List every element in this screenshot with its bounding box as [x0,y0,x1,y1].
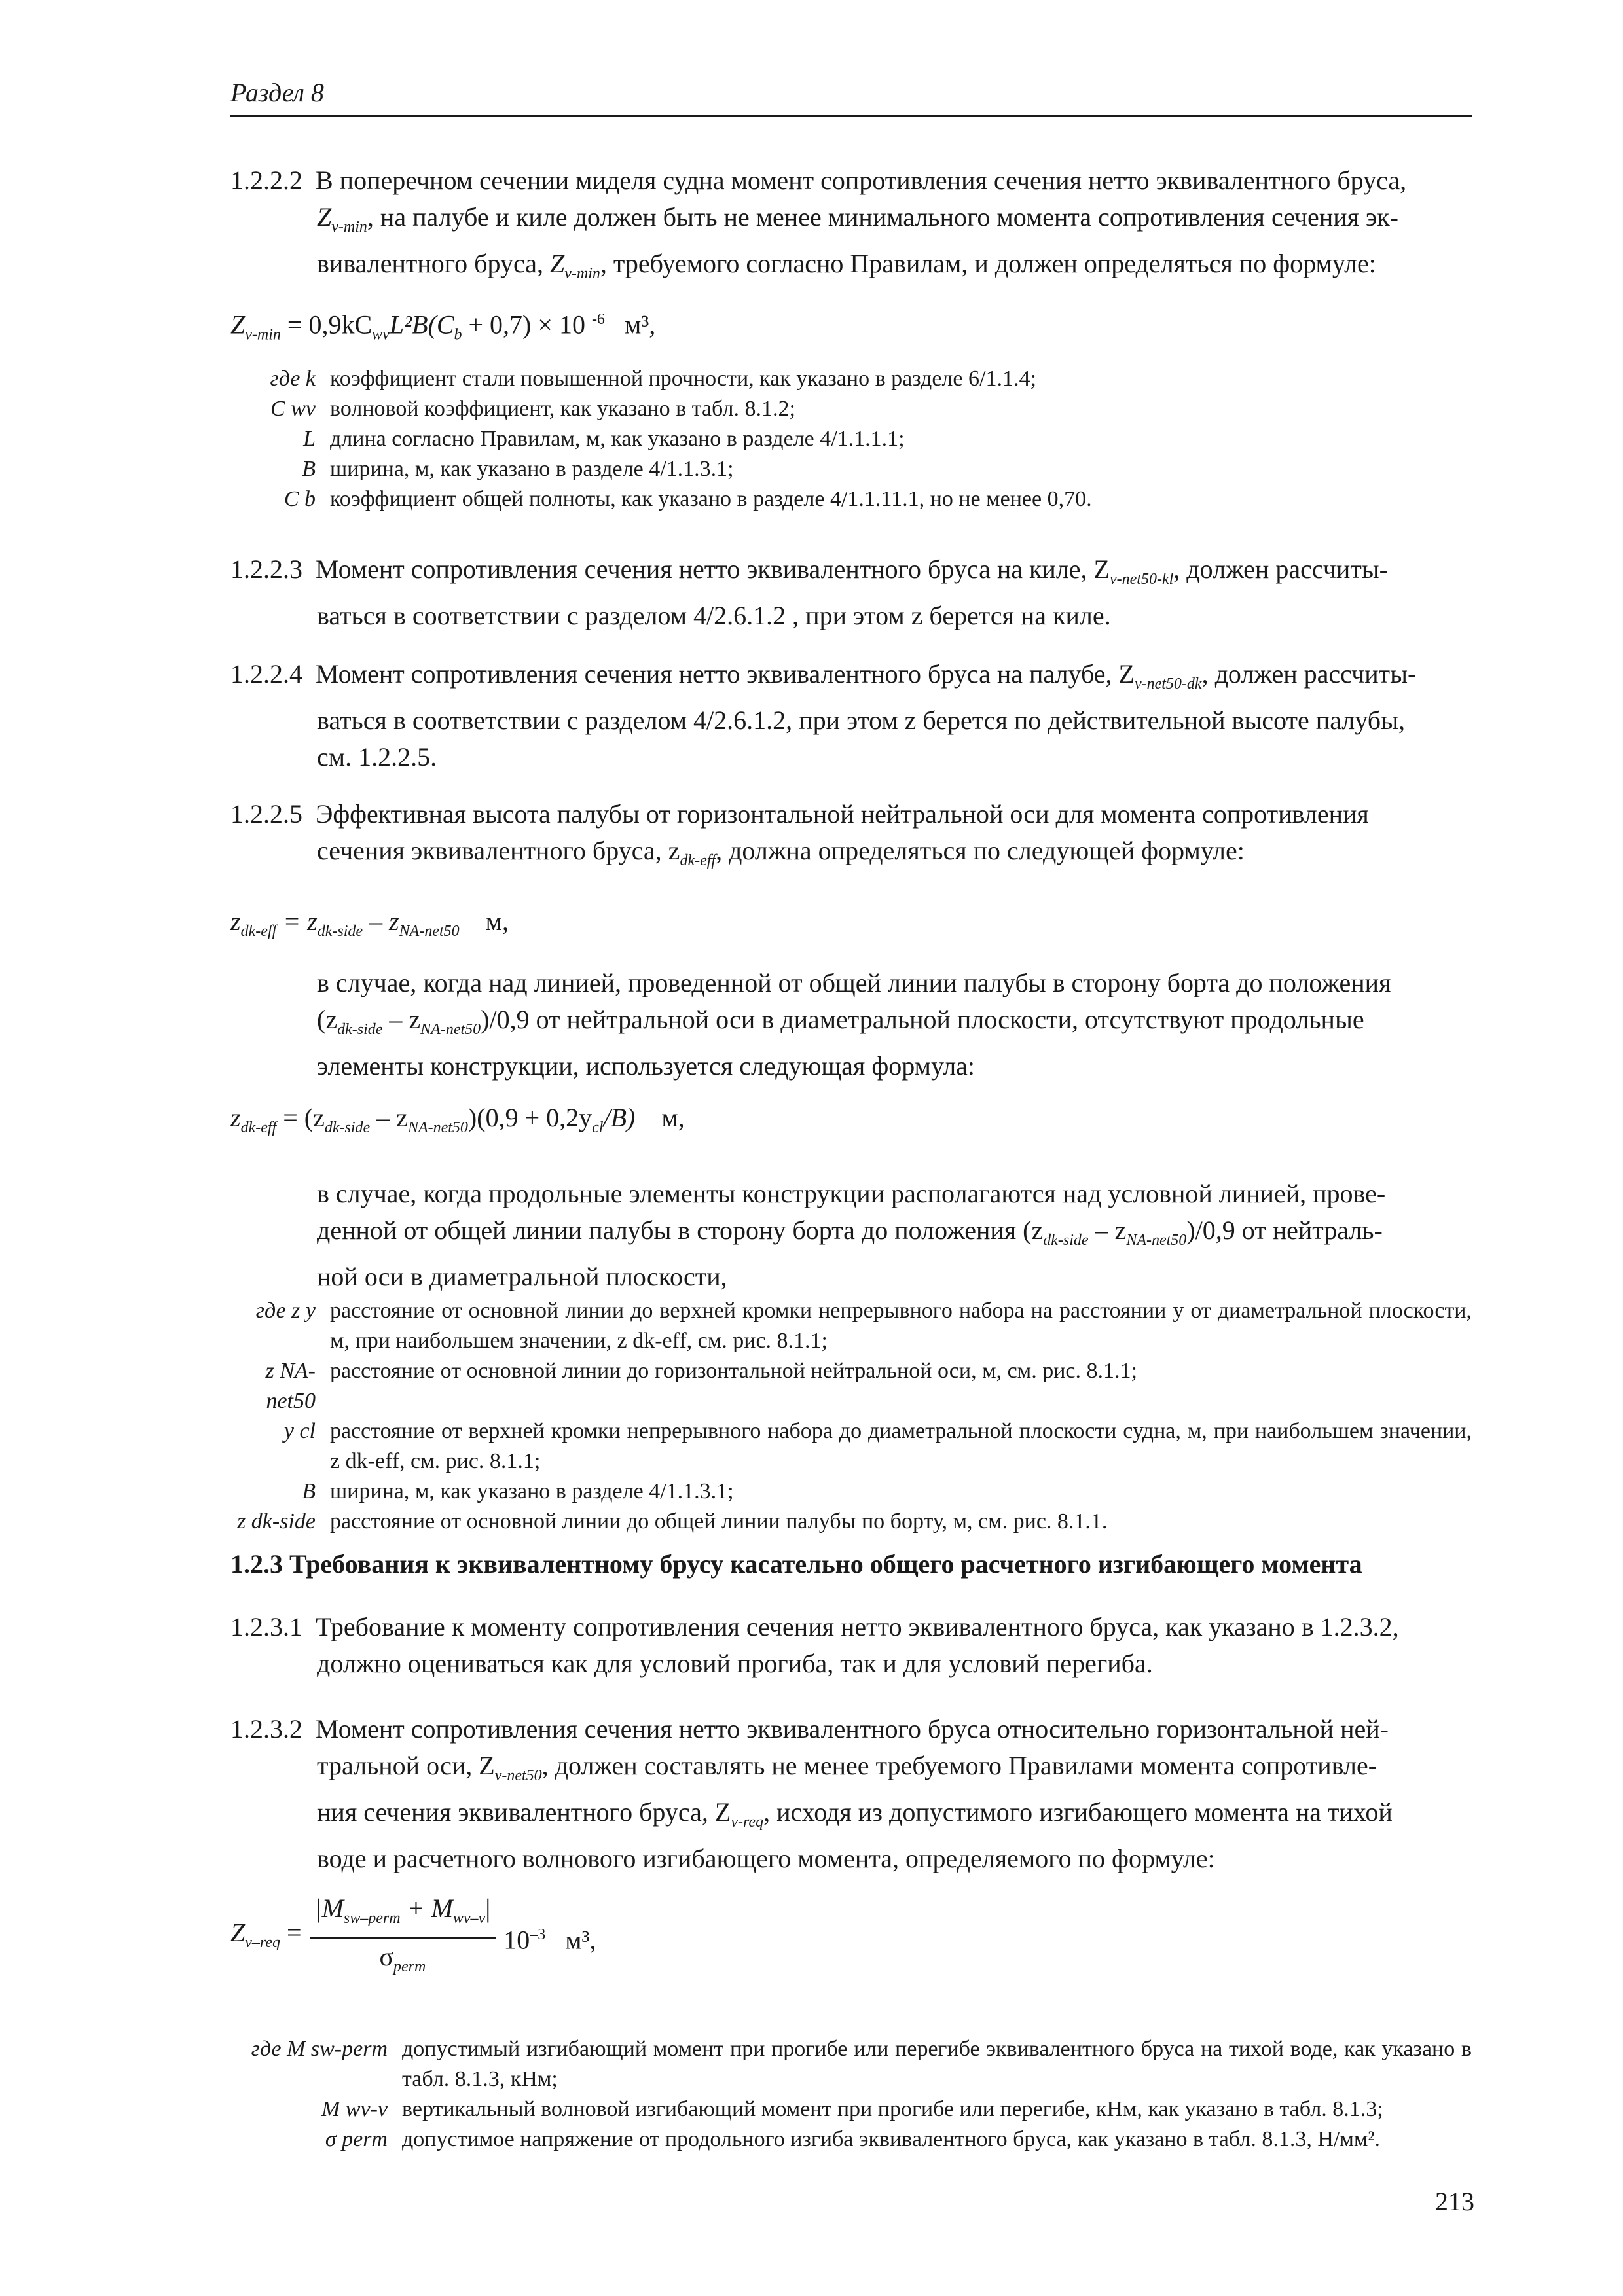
paragraph-text: – z [1088,1215,1127,1245]
definition-symbol: y cl [283,1419,316,1443]
paragraph-text: Момент сопротивления сечения нетто эквивалентного бруса относительно горизонтальной ней- [316,1714,1389,1744]
paragraph-text: , должен составлять не менее требуемого Правилами момента сопротивле- [541,1751,1377,1780]
paragraph-text: тральной оси, Z [317,1751,495,1780]
definition-row [230,2094,1472,2125]
formula-symbol: Z [230,310,246,340]
paragraph-text: , требуемого согласно Правилам, и должен определяться по формуле: [600,249,1376,278]
unit: м, [485,906,509,936]
paragraph-text: вивалентного бруса, [317,249,543,278]
subscript: v-min [245,326,281,344]
definitions-2 [230,1296,1472,1537]
paragraph-text: в случае, когда над линией, проведенной от общей линии палубы в сторону борта до положения [317,968,1391,997]
paragraph-1-2-2-2 [230,162,1472,292]
formula-term: = (z [276,1103,325,1132]
definition-row [230,394,1472,424]
unit: м³, [565,1925,596,1955]
formula-term: | [485,1893,491,1923]
paragraph-text: денной от общей линии палубы в сторону борта до положения (z [317,1215,1044,1245]
subscript: v–req [245,1934,281,1951]
paragraph-text: , должен рассчиты- [1173,554,1388,584]
paragraph-text: , должна определяться по следующей формуле: [716,836,1245,865]
subscript: wv [372,326,390,344]
paragraph-number: 1.2.2.3 [230,554,302,584]
definition-symbol: C wv [270,397,316,421]
formula-term: 10 [503,1925,530,1955]
formula-z-dk-eff-1 [230,903,509,950]
paragraph-1-2-2-5 [230,796,1472,879]
definition-text: расстояние от основной линии до горизонтальной нейтральной оси, м, см. рис. 8.1.1; [330,1359,1137,1383]
definition-row [230,1356,1472,1416]
definition-text: допустимый изгибающий момент при прогибе или перегибе эквивалентного бруса на тихой воде, как указано в табл. 8.1.3, кНм; [402,2037,1472,2091]
definition-text: коэффициент общей полноты, как указано в разделе 4/1.1.11.1, но не менее 0,70. [330,487,1092,511]
subscript: dk-eff [240,923,277,940]
paragraph-text: В поперечном сечении миделя судна момент сопротивления сечения нетто эквивалентного бруса, [316,166,1407,195]
subscript: NA-net50 [407,1119,468,1136]
formula-term: )(0,9 + 0,2y [467,1103,593,1132]
definition-symbol: z NA-net50 [265,1359,316,1413]
subscript: dk-side [317,923,363,940]
paragraph-1-2-2-4 [230,656,1472,776]
formula-term: z [230,906,241,936]
definition-text: вертикальный волновой изгибающий момент при прогибе или перегибе, кНм, как указано в табл. 8.1.3; [402,2097,1383,2121]
definition-row [230,1416,1472,1477]
formula-term: = 0,9kC [287,310,373,340]
subscript: v-net50-kl [1110,571,1174,588]
definition-text: расстояние от верхней кромки непрерывного набора до диаметральной плоскости судна, м, при наибольшем значении, z dk-eff, см. рис. 8.1.1; [330,1419,1472,1473]
unit: м³, [624,310,656,340]
fraction [310,1890,496,1985]
case-2-text [317,1175,1472,1295]
definition-row [230,2034,1472,2094]
definition-row [230,424,1472,454]
definition-text: коэффициент стали повышенной прочности, как указано в разделе 6/1.1.4; [330,367,1036,391]
paragraph-number: 1.2.3.1 [230,1612,302,1641]
subscript: NA-net50 [1126,1232,1187,1249]
paragraph-text: (z [317,1005,338,1034]
formula-term: σ [379,1942,394,1971]
paragraph-text: – z [382,1005,421,1034]
subscript: sw–perm [343,1910,401,1927]
subscript: dk-side [337,1021,383,1038]
subscript: NA-net50 [399,923,460,940]
paragraph-text: , на палубе и киле должен быть не менее минимального момента сопротивления сечения эк- [367,202,1398,232]
subscript: v-net50-dk [1134,675,1202,692]
definition-row [230,364,1472,394]
paragraph-text: должно оцениваться как для условий прогиба, так и для условий перегиба. [317,1649,1153,1678]
formula-term: |M [314,1893,344,1923]
paragraph-text: , должен рассчиты- [1201,659,1417,689]
paragraph-text: ваться в соответствии с разделом 4/2.6.1.2, при этом z берется по действительной высоте палубы, [317,706,1405,735]
definition-row [230,1296,1472,1356]
header-rule [230,115,1472,117]
definition-text: допустимое напряжение от продольного изгиба эквивалентного бруса, как указано в табл. 8.1.3, Н/мм². [402,2127,1381,2151]
definition-symbol: C b [283,487,316,511]
definition-row [230,1477,1472,1507]
page-number: 213 [1435,2187,1474,2216]
formula-term: + M [400,1893,453,1923]
paragraph-text: сечения эквивалентного бруса, z [317,836,680,865]
formula-term: L²B(C [389,310,454,340]
paragraph-text: элементы конструкции, используется следующая формула: [317,1051,976,1081]
definition-row [230,484,1472,514]
definition-text: волновой коэффициент, как указано в табл. 8.1.2; [330,397,795,421]
paragraph-number: 1.2.2.2 [230,166,302,195]
subscript: dk-eff [240,1119,277,1136]
subscript: b [454,326,462,344]
paragraph-text: в случае, когда продольные элементы конструкции располагаются над условной линией, прове- [317,1179,1386,1208]
superscript: -6 [591,311,605,328]
paragraph-text: )/0,9 от нейтраль- [1186,1215,1383,1245]
definition-symbol: где M sw-perm [251,2037,388,2061]
paragraph-text: Эффективная высота палубы от горизонтальной нейтральной оси для момента сопротивления [316,799,1369,829]
paragraph-text: ной оси в диаметральной плоскости, [317,1262,727,1291]
running-header: Раздел 8 [230,78,324,107]
definition-text: ширина, м, как указано в разделе 4/1.1.3.1; [330,457,734,481]
paragraph-text: Момент сопротивления сечения нетто эквивалентного бруса на палубе, Z [316,659,1135,689]
paragraph-text: ния сечения эквивалентного бруса, Z [317,1797,731,1827]
fraction-numerator [310,1890,496,1939]
paragraph-number: 1.2.2.4 [230,659,302,689]
subscript: dk-eff [680,852,716,869]
superscript: –3 [530,1926,546,1944]
formula-term: = [287,1918,302,1947]
formula-term: z [230,1103,241,1132]
definition-symbol: B [302,1479,316,1503]
subscript: wv–v [452,1910,486,1927]
symbol: Z [317,202,332,232]
formula-z-v-req [230,1890,596,1985]
paragraph-1-2-3-1 [230,1609,1472,1682]
paragraph-number: 1.2.2.5 [230,799,302,829]
formula-term: – z [370,1103,408,1132]
formula-term: /B) [603,1103,636,1132]
definition-row [230,454,1472,484]
case-1-text [317,965,1472,1085]
definition-text: расстояние от основной линии до верхней кромки непрерывного набора на расстоянии y от диаметральной плоскости, м, при наибольшем значении, z dk-eff, см. рис. 8.1.1; [330,1299,1472,1353]
paragraph-text: ваться в соответствии с разделом 4/2.6.1.2 , при этом z берется на киле. [317,601,1111,630]
formula-z-dk-eff-2 [230,1100,685,1146]
definition-text: длина согласно Правилам, м, как указано в разделе 4/1.1.1.1; [330,427,905,451]
definition-row [230,1507,1472,1537]
paragraph-text: , исходя из допустимого изгибающего момента на тихой [763,1797,1393,1827]
paragraph-number: 1.2.3.2 [230,1714,302,1744]
subscript: v-net50 [494,1767,542,1784]
definition-symbol: M wv-v [321,2097,388,2121]
definition-symbol: где z y [255,1299,316,1323]
fraction-denominator [310,1939,496,1985]
definition-text: ширина, м, как указано в разделе 4/1.1.3.1; [330,1479,734,1503]
definition-symbol: z dk-side [237,1509,316,1534]
paragraph-1-2-3-2 [230,1711,1472,1877]
subscript: v-min [331,219,367,236]
definition-symbol: где k [270,367,316,391]
subscript: v-min [564,265,600,282]
subscript: cl [592,1119,604,1136]
paragraph-text: см. 1.2.2.5. [317,742,437,772]
definition-symbol: B [302,457,316,481]
definition-symbol: σ perm [325,2127,388,2151]
formula-term: = z [276,906,318,936]
formula-term: – z [363,906,399,936]
paragraph-text: воде и расчетного волнового изгибающего момента, определяемого по формуле: [317,1844,1215,1873]
formula-z-v-min [230,301,655,353]
paragraph-text: )/0,9 от нейтральной оси в диаметральной плоскости, отсутствуют продольные [481,1005,1364,1034]
section-heading-1-2-3: 1.2.3 Требования к эквивалентному брусу касательно общего расчетного изгибающего момента [230,1549,1362,1579]
definitions-1 [230,364,1472,514]
unit: м, [661,1103,685,1132]
definition-row [230,2125,1472,2155]
definition-symbol: L [303,427,316,451]
subscript: dk-side [1043,1232,1089,1249]
paragraph-text: Требование к моменту сопротивления сечения нетто эквивалентного бруса, как указано в 1.2.3.2, [316,1612,1399,1641]
formula-term: + 0,7) × 10 [462,310,585,340]
symbol: Z [550,249,565,278]
subscript: perm [393,1958,426,1975]
paragraph-1-2-2-3 [230,551,1472,634]
definitions-3 [230,2034,1472,2155]
definition-text: расстояние от основной линии до общей линии палубы по борту, м, см. рис. 8.1.1. [330,1509,1108,1534]
formula-symbol: Z [230,1918,246,1947]
subscript: dk-side [324,1119,371,1136]
subscript: v-req [731,1814,764,1831]
paragraph-text: Момент сопротивления сечения нетто эквивалентного бруса на киле, Z [316,554,1110,584]
subscript: NA-net50 [420,1021,481,1038]
